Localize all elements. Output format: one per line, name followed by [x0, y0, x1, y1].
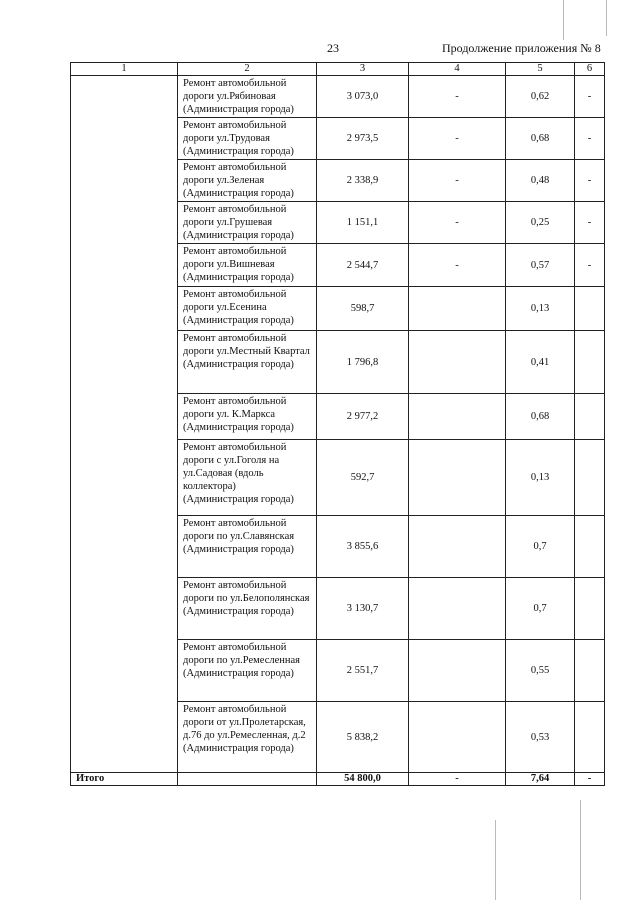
total-column-6: -	[575, 773, 605, 786]
column-4-cell	[409, 702, 506, 773]
page-number: 23	[327, 41, 339, 55]
road-repair-description: Ремонт автомобильной дороги ул.Грушевая (Администрация города)	[178, 202, 317, 244]
column-4-cell: -	[409, 202, 506, 244]
column-5-cell: 0,41	[506, 331, 575, 394]
column-header: 3	[317, 63, 409, 76]
column-4-cell	[409, 331, 506, 394]
amount-cell: 1 796,8	[317, 331, 409, 394]
amount-cell: 2 544,7	[317, 244, 409, 287]
column-6-cell	[575, 516, 605, 578]
column-4-cell	[409, 578, 506, 640]
column-6-cell: -	[575, 76, 605, 118]
road-repair-description: Ремонт автомобильной дороги ул.Зеленая (Администрация города)	[178, 160, 317, 202]
column-4-cell: -	[409, 244, 506, 287]
amount-cell: 1 151,1	[317, 202, 409, 244]
road-repair-description: Ремонт автомобильной дороги ул.Трудовая (Администрация города)	[178, 118, 317, 160]
column-6-cell	[575, 640, 605, 702]
column-6-cell	[575, 578, 605, 640]
table-row	[71, 76, 605, 118]
column-5-cell: 0,13	[506, 440, 575, 516]
column-4-cell: -	[409, 76, 506, 118]
column-4-cell	[409, 440, 506, 516]
road-repair-description: Ремонт автомобильной дороги от ул.Пролетарская, д.76 до ул.Ремесленная, д.2 (Администрация города)	[178, 702, 317, 773]
column-5-cell: 0,13	[506, 287, 575, 331]
column-5-cell: 0,68	[506, 394, 575, 440]
expenditure-table	[70, 62, 605, 786]
column-5-cell: 0,7	[506, 578, 575, 640]
column-5-cell: 0,57	[506, 244, 575, 287]
amount-cell: 3 855,6	[317, 516, 409, 578]
program-cell	[71, 76, 178, 773]
scan-artifact-line	[580, 800, 581, 900]
column-6-cell: -	[575, 118, 605, 160]
column-number-row	[71, 63, 605, 76]
column-4-cell	[409, 287, 506, 331]
column-6-cell	[575, 440, 605, 516]
column-header: 6	[575, 63, 605, 76]
column-5-cell: 0,68	[506, 118, 575, 160]
total-amount: 54 800,0	[317, 773, 409, 786]
column-6-cell	[575, 702, 605, 773]
column-4-cell: -	[409, 118, 506, 160]
column-6-cell: -	[575, 160, 605, 202]
column-6-cell	[575, 287, 605, 331]
amount-cell: 2 551,7	[317, 640, 409, 702]
road-repair-description: Ремонт автомобильной дороги ул.Вишневая (Администрация города)	[178, 244, 317, 287]
amount-cell: 2 977,2	[317, 394, 409, 440]
amount-cell: 5 838,2	[317, 702, 409, 773]
amount-cell: 592,7	[317, 440, 409, 516]
column-4-cell: -	[409, 160, 506, 202]
appendix-continuation-label: Продолжение приложения № 8	[442, 41, 601, 55]
column-header: 5	[506, 63, 575, 76]
total-description-cell	[178, 773, 317, 786]
total-row	[71, 773, 605, 786]
road-repair-description: Ремонт автомобильной дороги ул.Рябиновая (Администрация города)	[178, 76, 317, 118]
scan-artifact-line	[495, 820, 496, 900]
column-5-cell: 0,25	[506, 202, 575, 244]
column-4-cell	[409, 516, 506, 578]
amount-cell: 3 073,0	[317, 76, 409, 118]
scan-artifact-line	[563, 0, 564, 40]
column-header: 2	[178, 63, 317, 76]
amount-cell: 598,7	[317, 287, 409, 331]
column-5-cell: 0,7	[506, 516, 575, 578]
amount-cell: 2 973,5	[317, 118, 409, 160]
road-repair-description: Ремонт автомобильной дороги с ул.Гоголя на ул.Садовая (вдоль коллектора) (Администрация города)	[178, 440, 317, 516]
column-4-cell	[409, 394, 506, 440]
road-repair-description: Ремонт автомобильной дороги ул. К.Маркса (Администрация города)	[178, 394, 317, 440]
column-5-cell: 0,62	[506, 76, 575, 118]
column-6-cell: -	[575, 244, 605, 287]
total-column-5: 7,64	[506, 773, 575, 786]
column-5-cell: 0,48	[506, 160, 575, 202]
column-header: 1	[71, 63, 178, 76]
amount-cell: 2 338,9	[317, 160, 409, 202]
total-column-4: -	[409, 773, 506, 786]
column-header: 4	[409, 63, 506, 76]
road-repair-description: Ремонт автомобильной дороги по ул.Ремесленная (Администрация города)	[178, 640, 317, 702]
column-4-cell	[409, 640, 506, 702]
scan-artifact-line	[606, 0, 607, 36]
column-6-cell	[575, 331, 605, 394]
amount-cell: 3 130,7	[317, 578, 409, 640]
road-repair-description: Ремонт автомобильной дороги ул.Есенина (Администрация города)	[178, 287, 317, 331]
column-5-cell: 0,55	[506, 640, 575, 702]
column-6-cell	[575, 394, 605, 440]
road-repair-description: Ремонт автомобильной дороги по ул.Славянская (Администрация города)	[178, 516, 317, 578]
total-label: Итого	[71, 773, 178, 786]
road-repair-description: Ремонт автомобильной дороги по ул.Белополянская (Администрация города)	[178, 578, 317, 640]
column-6-cell: -	[575, 202, 605, 244]
road-repair-description: Ремонт автомобильной дороги ул.Местный Квартал (Администрация города)	[178, 331, 317, 394]
column-5-cell: 0,53	[506, 702, 575, 773]
